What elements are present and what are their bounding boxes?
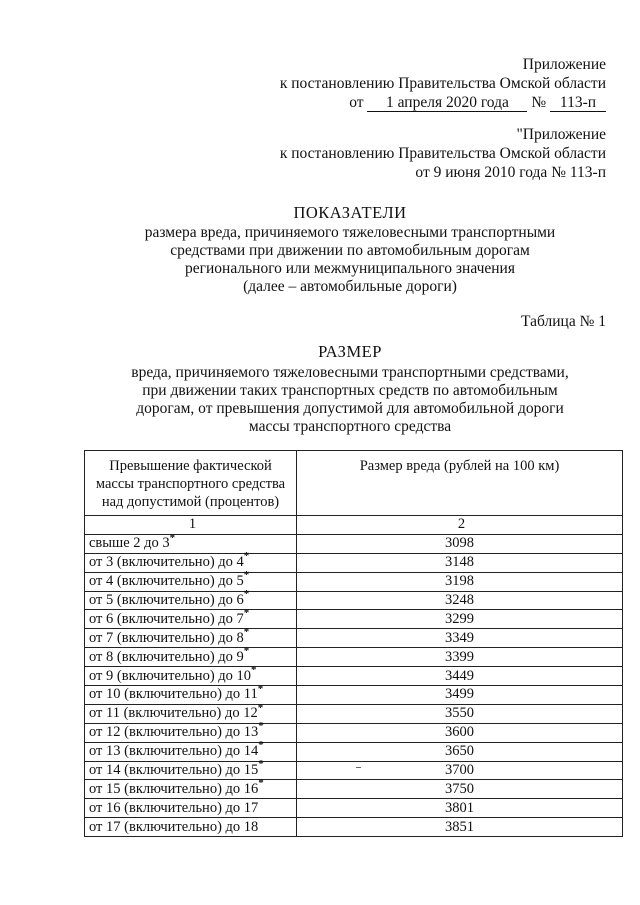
footnote-mark: * <box>258 758 264 771</box>
indicators-line: размера вреда, причиняемого тяжеловесными транспортными <box>144 224 556 241</box>
indicators-line: регионального или межмуниципального значения <box>185 260 515 277</box>
appendix-label: Приложение <box>522 56 606 73</box>
table-row <box>85 686 623 705</box>
column-number-1: 1 <box>85 516 297 535</box>
damage-value-cell: 3801 <box>297 799 623 818</box>
damage-value-cell: 3449 <box>297 667 623 686</box>
original-resolution-ref: к постановлению Правительства Омской области <box>279 145 606 162</box>
appendix-header-original <box>280 125 606 182</box>
damage-value-cell: 3700 <box>297 761 623 780</box>
excess-range-text: от 15 (включительно) до 16 <box>89 780 259 797</box>
footnote-mark: * <box>243 550 250 563</box>
excess-range-text: от 3 (включительно) до 4 <box>89 554 244 571</box>
scan-speck <box>356 767 361 768</box>
table-label: Таблица № 1 <box>521 313 606 330</box>
damage-value-cell: 3550 <box>297 704 623 723</box>
indicators-line: средствами при движении по автомобильным дорогам <box>170 242 530 259</box>
column-number-row <box>85 516 623 535</box>
footnote-mark: * <box>243 588 250 601</box>
footnote-mark: * <box>258 720 264 733</box>
excess-range-cell <box>85 777 297 799</box>
damage-value-cell: 3098 <box>297 534 623 553</box>
number-prefix: № <box>531 94 547 111</box>
excess-range-text: от 17 (включительно) до 18 <box>89 818 259 835</box>
size-line: вреда, причиняемого тяжеловесными транспортными средствами, <box>131 364 569 381</box>
excess-range-cell <box>85 569 297 591</box>
excess-range-text: от 8 (включительно) до 9 <box>89 648 244 665</box>
footnote-mark: * <box>258 739 264 752</box>
appendix-resolution-ref: к постановлению Правительства Омской области <box>279 75 606 92</box>
original-appendix-label: "Приложение <box>516 126 606 143</box>
size-line: массы транспортного средства <box>248 418 452 435</box>
damage-value-cell: 3198 <box>297 572 623 591</box>
damage-value-cell: 3349 <box>297 629 623 648</box>
footnote-mark: * <box>257 682 264 695</box>
table-row <box>85 591 623 610</box>
indicators-title: ПОКАЗАТЕЛИ <box>293 203 407 222</box>
excess-range-text: от 10 (включительно) до 11 <box>89 686 258 703</box>
header-excess-mass: Превышение фактической массы транспортного средства над допустимой (процентов) <box>85 451 297 516</box>
excess-range-cell <box>85 588 297 610</box>
damage-value-cell: 3750 <box>297 780 623 799</box>
appendix-header-new <box>280 55 606 112</box>
table-row <box>85 553 623 572</box>
excess-range-cell <box>85 644 297 667</box>
table-row <box>85 761 623 780</box>
excess-range-text: от 7 (включительно) до 8 <box>89 629 244 646</box>
table-row <box>85 610 623 629</box>
table-row <box>85 818 623 837</box>
original-date-number: от 9 июня 2010 года № 113-п <box>415 164 606 181</box>
excess-range-text: от 16 (включительно) до 17 <box>89 799 259 816</box>
table-row <box>85 799 623 818</box>
table-row <box>85 704 623 723</box>
size-description <box>60 364 640 436</box>
table-header-row <box>85 451 623 516</box>
table-row <box>85 629 623 648</box>
table-row <box>85 572 623 591</box>
excess-range-text: от 5 (включительно) до 6 <box>89 592 244 608</box>
size-line: при движении таких транспортных средств по автомобильным <box>142 382 558 399</box>
excess-range-cell <box>85 739 297 761</box>
number-value: 113-п <box>550 94 606 112</box>
damage-table <box>84 450 623 837</box>
footnote-mark: * <box>169 531 176 544</box>
damage-value-cell: 3399 <box>297 648 623 667</box>
size-title: РАЗМЕР <box>318 342 382 361</box>
table-row <box>85 648 623 667</box>
excess-range-cell <box>85 758 297 780</box>
table-row <box>85 534 623 553</box>
date-prefix: от <box>349 94 364 111</box>
excess-range-text: от 13 (включительно) до 14 <box>89 743 259 760</box>
excess-range-text: от 11 (включительно) до 12 <box>89 705 258 722</box>
footnote-mark: * <box>251 663 257 676</box>
excess-range-cell <box>85 663 297 686</box>
indicators-line: (далее – автомобильные дороги) <box>243 278 457 295</box>
header-damage-size: Размер вреда (рублей на 100 км) <box>297 451 623 516</box>
damage-value-cell: 3650 <box>297 742 623 761</box>
table-body <box>85 531 623 836</box>
excess-range-cell <box>85 701 297 723</box>
damage-value-cell: 3499 <box>297 686 623 705</box>
excess-range-text: от 6 (включительно) до 7 <box>89 610 244 627</box>
appendix-date-number <box>280 93 606 112</box>
table-row <box>85 780 623 799</box>
excess-range-cell <box>85 818 297 837</box>
damage-value-cell: 3148 <box>297 553 623 572</box>
excess-range-cell <box>85 720 297 742</box>
excess-range-cell <box>85 607 297 629</box>
footnote-mark: * <box>243 644 250 657</box>
table-row <box>85 742 623 761</box>
excess-range-text: от 12 (включительно) до 13 <box>89 724 259 741</box>
excess-range-cell <box>85 531 297 553</box>
excess-range-cell <box>85 625 297 648</box>
damage-value-cell: 3299 <box>297 610 623 629</box>
damage-value-cell: 3248 <box>297 591 623 610</box>
footnote-mark: * <box>243 625 250 638</box>
damage-value-cell: 3600 <box>297 723 623 742</box>
excess-range-cell <box>85 682 297 705</box>
excess-range-text: свыше 2 до 3 <box>89 535 170 552</box>
excess-range-text: от 14 (включительно) до 15 <box>89 762 259 779</box>
table-row <box>85 667 623 686</box>
column-number-2: 2 <box>297 516 623 535</box>
size-line: дорогам, от превышения допустимой для автомобильной дороги <box>136 400 564 417</box>
footnote-mark: * <box>243 607 250 620</box>
date-value: 1 апреля 2020 года <box>367 94 527 112</box>
footnote-mark: * <box>243 569 250 582</box>
excess-range-cell <box>85 550 297 572</box>
excess-range-text: от 4 (включительно) до 5 <box>89 573 244 590</box>
damage-value-cell: 3851 <box>297 818 623 837</box>
footnote-mark: * <box>258 777 264 790</box>
indicators-description <box>60 224 640 296</box>
excess-range-cell <box>85 799 297 818</box>
table-row <box>85 723 623 742</box>
footnote-mark: * <box>257 701 264 714</box>
excess-range-text: от 9 (включительно) до 10 <box>89 667 252 684</box>
